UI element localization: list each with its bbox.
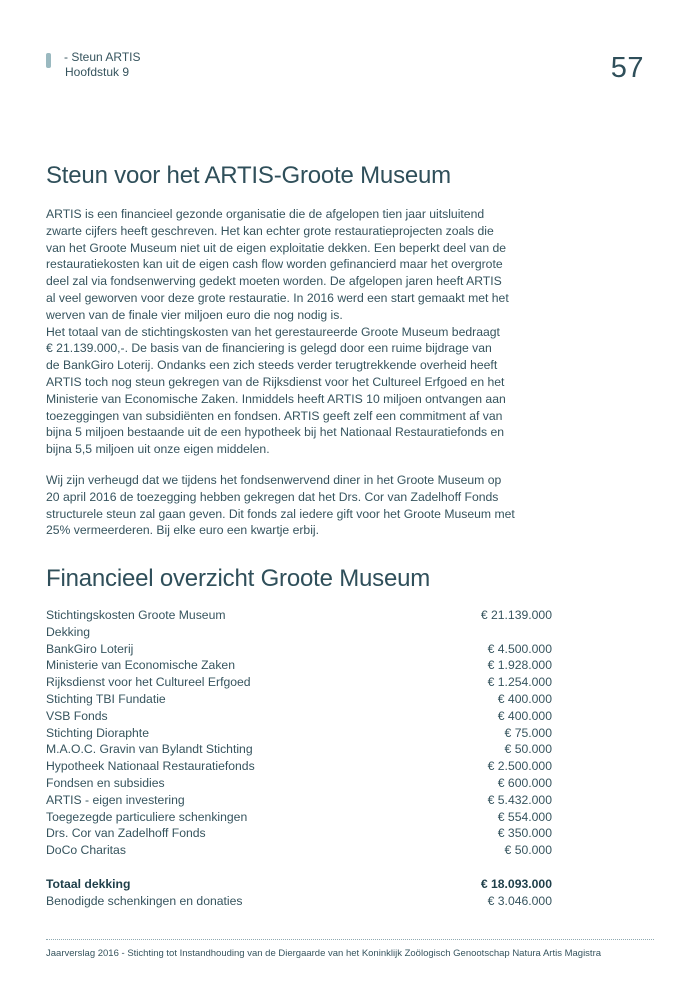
paragraph-line: werven van de finale vier miljoen euro die nog nodig is. <box>46 307 343 322</box>
financial-overview-table <box>46 607 552 909</box>
row-amount: € 4.500.000 <box>487 641 552 656</box>
table-row <box>46 607 552 624</box>
header-section-title: - Steun ARTIS <box>64 50 141 64</box>
paragraph-line: structurele steun zal gaan geven. Dit fonds zal iedere gift voor het Groote Museum met <box>46 506 515 521</box>
footer-text: Jaarverslag 2016 - Stichting tot Instandhouding van de Diergaarde van het Koninklijk Zoölogisch Genootschap Natura Artis Magistra <box>46 948 602 959</box>
row-amount: € 1.254.000 <box>487 675 552 690</box>
table-row <box>46 758 552 775</box>
row-amount: € 75.000 <box>504 725 552 740</box>
paragraph-line: € 21.139.000,-. De basis van de financiering is gelegd door een ruime bijdrage van <box>46 341 492 356</box>
row-amount: € 18.093.000 <box>480 876 552 891</box>
row-label: Drs. Cor van Zadelhoff Fonds <box>46 826 206 841</box>
table-row <box>46 842 552 859</box>
table-row <box>46 775 552 792</box>
paragraph-line: 20 april 2016 de toezegging hebben gekregen dat het Drs. Cor van Zadelhoff Fonds <box>46 489 499 504</box>
paragraph-line: Wij zijn verheugd dat we tijdens het fondsenwervend diner in het Groote Museum op <box>46 473 502 487</box>
paragraph-line: al veel geworven voor deze grote restauratie. In 2016 werd een start gemaakt met het <box>46 290 509 305</box>
table-row <box>46 708 552 725</box>
paragraph-intro <box>46 206 566 458</box>
paragraph-line: deel zal via fondsenwerving gedekt moeten worden. De afgelopen jaren heeft ARTIS <box>46 274 502 289</box>
row-amount: € 1.928.000 <box>487 658 552 673</box>
row-amount: € 2.500.000 <box>487 759 552 774</box>
row-amount: € 50.000 <box>504 742 552 757</box>
row-label: Stichting Dioraphte <box>46 725 149 740</box>
paragraph-line: ARTIS toch nog steun gekregen van de Rijksdienst voor het Cultureel Erfgoed en het <box>46 374 505 389</box>
row-amount: € 400.000 <box>497 691 552 706</box>
row-label: Dekking <box>46 624 91 639</box>
section-heading-financial: Financieel overzicht Groote Museum <box>46 565 431 592</box>
paragraph-line: bijna 5,5 miljoen uit onze eigen middelen. <box>46 442 270 457</box>
paragraph-line: ARTIS is een financieel gezonde organisatie die de afgelopen tien jaar uitsluitend <box>46 207 485 221</box>
table-row <box>46 657 552 674</box>
table-row <box>46 624 552 641</box>
row-label: Fondsen en subsidies <box>46 775 165 790</box>
row-label: BankGiro Loterij <box>46 641 134 656</box>
paragraph-line: zwarte cijfers heeft geschreven. Het kan echter grote restauratieprojecten zoals die <box>46 223 494 238</box>
row-label: Stichting TBI Fundatie <box>46 691 166 706</box>
row-label: M.A.O.C. Gravin van Bylandt Stichting <box>46 742 253 757</box>
row-label: Toegezegde particuliere schenkingen <box>46 809 248 824</box>
row-label: Hypotheek Nationaal Restauratiefonds <box>46 759 255 774</box>
row-amount: € 5.432.000 <box>487 792 552 807</box>
footer-divider <box>46 939 654 940</box>
row-label: Ministerie van Economische Zaken <box>46 658 235 673</box>
paragraph-line: Het totaal van de stichtingskosten van het gerestaureerde Groote Museum bedraagt <box>46 324 500 339</box>
table-row <box>46 825 552 842</box>
table-row <box>46 725 552 742</box>
table-row <box>46 741 552 758</box>
paragraph-line: 25% vermeerderen. Bij elke euro een kwartje erbij. <box>46 523 319 538</box>
row-label: Stichtingskosten Groote Museum <box>46 608 226 622</box>
header-chapter-label: Hoofdstuk 9 <box>65 65 130 79</box>
header-accent-bar <box>46 53 51 68</box>
row-amount: € 600.000 <box>497 775 552 790</box>
table-row <box>46 641 552 658</box>
paragraph-line: toezeggingen van subsidiënten en fondsen. ARTIS geeft zelf een commitment af van <box>46 408 503 423</box>
table-row <box>46 809 552 826</box>
table-row <box>46 792 552 809</box>
row-label: ARTIS - eigen investering <box>46 792 185 807</box>
table-spacer <box>46 859 552 876</box>
row-amount: € 50.000 <box>504 843 552 858</box>
table-row <box>46 876 552 893</box>
row-amount: € 3.046.000 <box>487 893 552 908</box>
row-amount: € 21.139.000 <box>480 608 552 622</box>
row-amount: € 554.000 <box>497 809 552 824</box>
paragraph-line: de BankGiro Loterij. Ondanks een zich steeds verder terugtrekkende overheid heeft <box>46 358 498 373</box>
row-label: Rijksdienst voor het Cultureel Erfgoed <box>46 675 251 690</box>
table-row <box>46 691 552 708</box>
page-number: 57 <box>610 52 644 84</box>
row-label: VSB Fonds <box>46 708 108 723</box>
paragraph-donation <box>46 472 566 539</box>
row-label: DoCo Charitas <box>46 843 126 858</box>
paragraph-line: bijna 5 miljoen bestaande uit de een hypotheek bij het Nationaal Restauratiefonds en <box>46 425 505 440</box>
paragraph-line: van het Groote Museum niet uit de eigen exploitatie dekken. Een beperkt deel van de <box>46 240 507 255</box>
row-label: Totaal dekking <box>46 876 131 891</box>
paragraph-line: Ministerie van Economische Zaken. Inmiddels heeft ARTIS 10 miljoen ontvangen aan <box>46 391 506 406</box>
chapter-header <box>46 50 140 80</box>
table-row <box>46 674 552 691</box>
paragraph-line: restauratiekosten kan uit de eigen cash flow worden gefinancierd maar het overgrote <box>46 257 503 272</box>
row-amount: € 400.000 <box>497 708 552 723</box>
row-label: Benodigde schenkingen en donaties <box>46 893 243 908</box>
row-amount: € 350.000 <box>497 826 552 841</box>
section-heading-support: Steun voor het ARTIS-Groote Museum <box>46 162 451 189</box>
table-row <box>46 893 552 910</box>
